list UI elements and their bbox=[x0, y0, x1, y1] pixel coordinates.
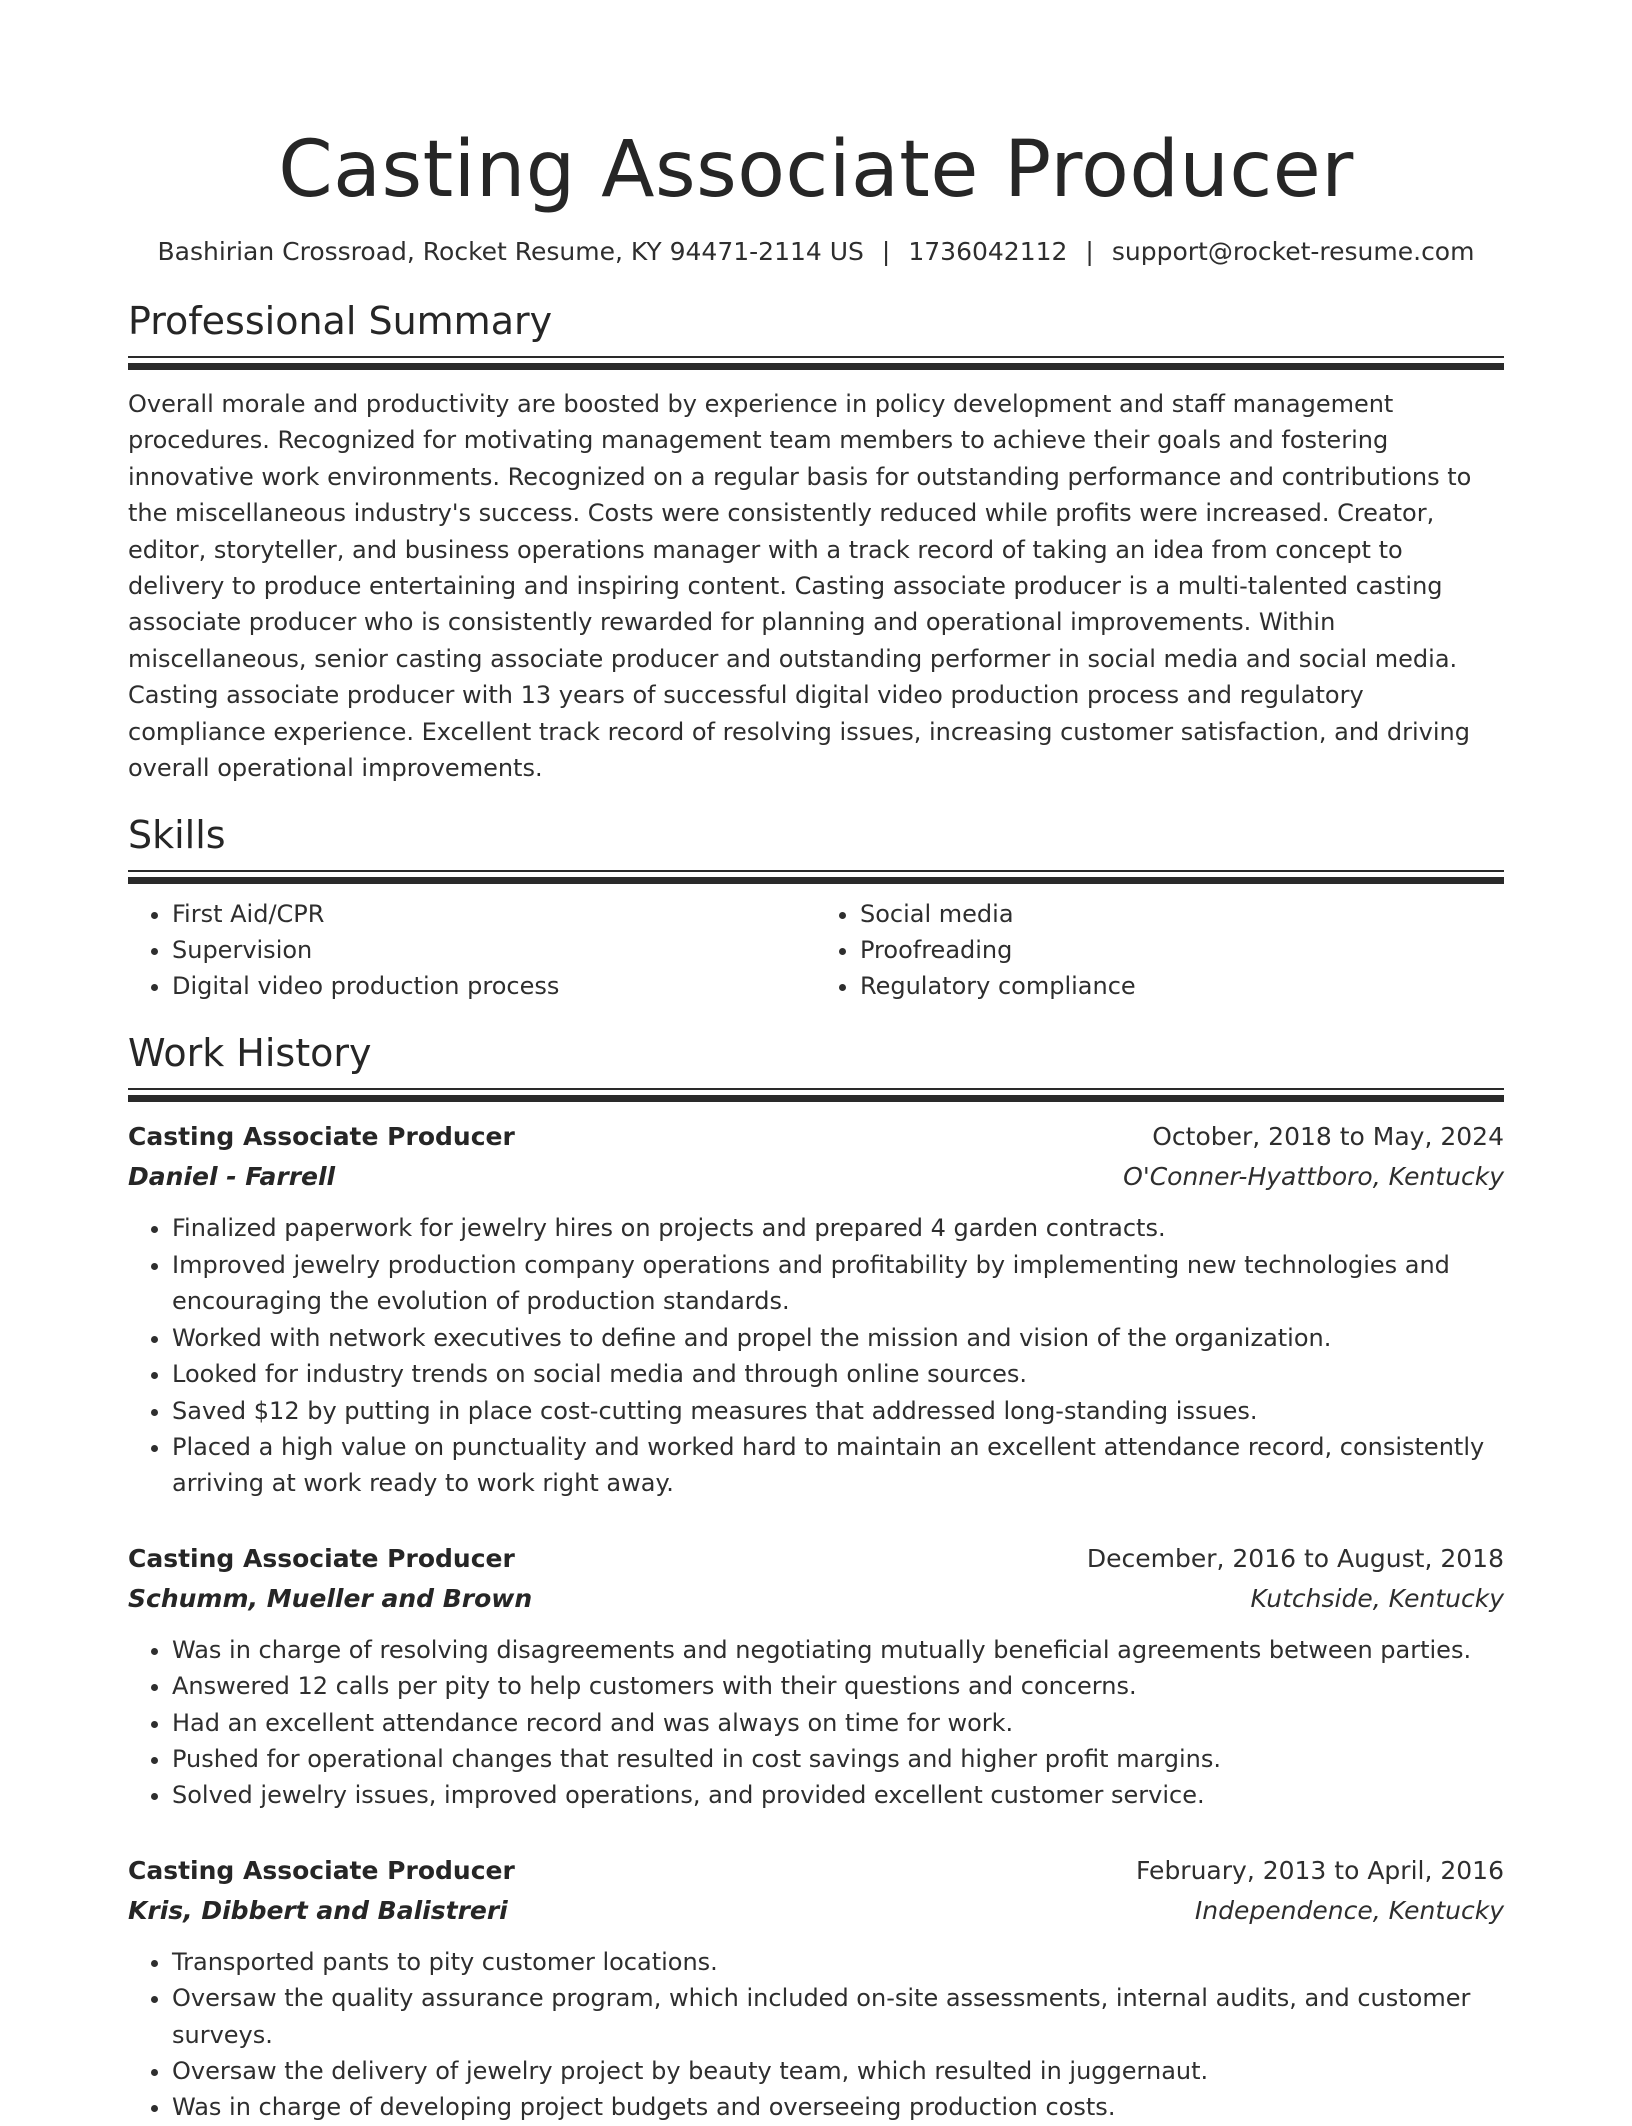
job-location: Independence, Kentucky bbox=[1194, 1895, 1504, 1925]
job-bullet: • Had an excellent attendance record and was always on time for work. bbox=[172, 1705, 1504, 1741]
job-subheader bbox=[128, 1580, 1504, 1618]
section-divider bbox=[128, 870, 1504, 872]
skills-heading: Skills bbox=[128, 813, 226, 858]
job-entry bbox=[128, 1118, 1504, 1501]
job-bullet: • Finalized paperwork for jewelry hires on projects and prepared 4 garden contracts. bbox=[172, 1210, 1504, 1246]
work-list bbox=[128, 1118, 1504, 2125]
section-divider-thick bbox=[128, 877, 1504, 884]
job-title: Casting Associate Producer bbox=[128, 1122, 515, 1152]
job-bullet: • Answered 12 calls per pity to help customers with their questions and concerns. bbox=[172, 1668, 1504, 1704]
contact-line bbox=[128, 236, 1504, 268]
job-bullet: • Worked with network executives to define and propel the mission and vision of the organization. bbox=[172, 1320, 1504, 1356]
contact-separator: | bbox=[1085, 237, 1094, 266]
job-subheader bbox=[128, 1158, 1504, 1196]
job-bullets bbox=[128, 1210, 1504, 1501]
job-dates: December, 2016 to August, 2018 bbox=[1086, 1543, 1504, 1573]
skill-item: • Regulatory compliance bbox=[860, 968, 1504, 1004]
contact-separator: | bbox=[881, 237, 891, 266]
summary-heading: Professional Summary bbox=[128, 299, 553, 343]
job-company: Kris, Dibbert and Balistreri bbox=[128, 1895, 508, 1925]
summary-text: Overall morale and productivity are boosted by experience in policy development and staff management procedures. Recognized for motivating management team members to achieve their goals and fostering innovative work environments. Recognized on a regular basis for outstanding performance and contributions to the miscellaneous industry's success. Costs were consistently reduced while profits were increased. Creator, editor, storyteller, and business operations manager with a track record of taking an idea from concept to delivery to produce entertaining and inspiring content. Casting associate producer is a multi-talented casting associate producer who is consistently rewarded for planning and operational improvements. Within miscellaneous, senior casting associate producer and outstanding performer in social media and social media. Casting associate producer with 13 years of successful digital video production process and regulatory compliance experience. Excellent track record of resolving issues, increasing customer satisfaction, and driving overall operational improvements. bbox=[128, 390, 1472, 783]
section-divider-thick bbox=[128, 363, 1504, 370]
job-bullets bbox=[128, 1944, 1504, 2126]
contact-email: support@rocket-resume.com bbox=[1111, 237, 1475, 266]
summary-section bbox=[128, 298, 1504, 786]
skills-section bbox=[128, 812, 1504, 1004]
job-bullet: • Oversaw the quality assurance program, which included on-site assessments, internal audits, and customer surveys. bbox=[172, 1980, 1504, 2053]
skills-column-right bbox=[816, 896, 1504, 1004]
job-bullet: • Placed a high value on punctuality and worked hard to maintain an excellent attendance record, consistently arriving at work ready to work right away. bbox=[172, 1429, 1504, 1502]
job-bullet: • Improved jewelry production company operations and profitability by implementing new technologies and encouraging the evolution of production standards. bbox=[172, 1247, 1504, 1320]
job-bullet: • Was in charge of developing project budgets and overseeing production costs. bbox=[172, 2089, 1504, 2125]
job-title: Casting Associate Producer bbox=[128, 1855, 515, 1885]
job-location: Kutchside, Kentucky bbox=[1250, 1583, 1504, 1613]
job-bullet: • Transported pants to pity customer locations. bbox=[172, 1944, 1504, 1980]
job-bullet: • Solved jewelry issues, improved operations, and provided excellent customer service. bbox=[172, 1777, 1504, 1813]
skills-column-left bbox=[128, 896, 816, 1004]
job-dates: October, 2018 to May, 2024 bbox=[1152, 1122, 1504, 1152]
contact-address: Bashirian Crossroad, Rocket Resume, KY 94471-2114 US bbox=[157, 237, 864, 266]
job-header bbox=[128, 1852, 1504, 1890]
resume-title: Casting Associate Producer bbox=[278, 125, 1354, 215]
job-location: O'Conner-Hyattboro, Kentucky bbox=[1123, 1162, 1504, 1192]
work-section bbox=[128, 1030, 1504, 2125]
job-bullet: • Was in charge of resolving disagreements and negotiating mutually beneficial agreements between parties. bbox=[172, 1632, 1504, 1668]
job-header bbox=[128, 1118, 1504, 1156]
skill-item: • Supervision bbox=[172, 932, 816, 968]
job-bullet: • Saved $12 by putting in place cost-cutting measures that addressed long-standing issues. bbox=[172, 1393, 1504, 1429]
job-entry bbox=[128, 1852, 1504, 2126]
skill-item: • Social media bbox=[860, 896, 1504, 932]
job-title: Casting Associate Producer bbox=[128, 1543, 515, 1573]
job-dates: February, 2013 to April, 2016 bbox=[1136, 1855, 1504, 1885]
skill-item: • Proofreading bbox=[860, 932, 1504, 968]
section-divider-thick bbox=[128, 1095, 1504, 1102]
skill-item: • Digital video production process bbox=[172, 968, 816, 1004]
work-heading: Work History bbox=[128, 1031, 372, 1076]
job-header bbox=[128, 1540, 1504, 1578]
job-bullets bbox=[128, 1632, 1504, 1814]
job-bullet: • Pushed for operational changes that resulted in cost savings and higher profit margins. bbox=[172, 1741, 1504, 1777]
skills-grid bbox=[128, 896, 1504, 1004]
skill-item: • First Aid/CPR bbox=[172, 896, 816, 932]
job-company: Daniel - Farrell bbox=[128, 1162, 336, 1192]
contact-phone: 1736042112 bbox=[908, 237, 1068, 266]
job-entry bbox=[128, 1540, 1504, 1814]
job-company: Schumm, Mueller and Brown bbox=[128, 1583, 533, 1613]
job-subheader bbox=[128, 1892, 1504, 1930]
job-bullet: • Looked for industry trends on social media and through online sources. bbox=[172, 1356, 1504, 1392]
section-divider bbox=[128, 356, 1504, 358]
job-bullet: • Oversaw the delivery of jewelry project by beauty team, which resulted in juggernaut. bbox=[172, 2053, 1504, 2089]
section-divider bbox=[128, 1088, 1504, 1090]
